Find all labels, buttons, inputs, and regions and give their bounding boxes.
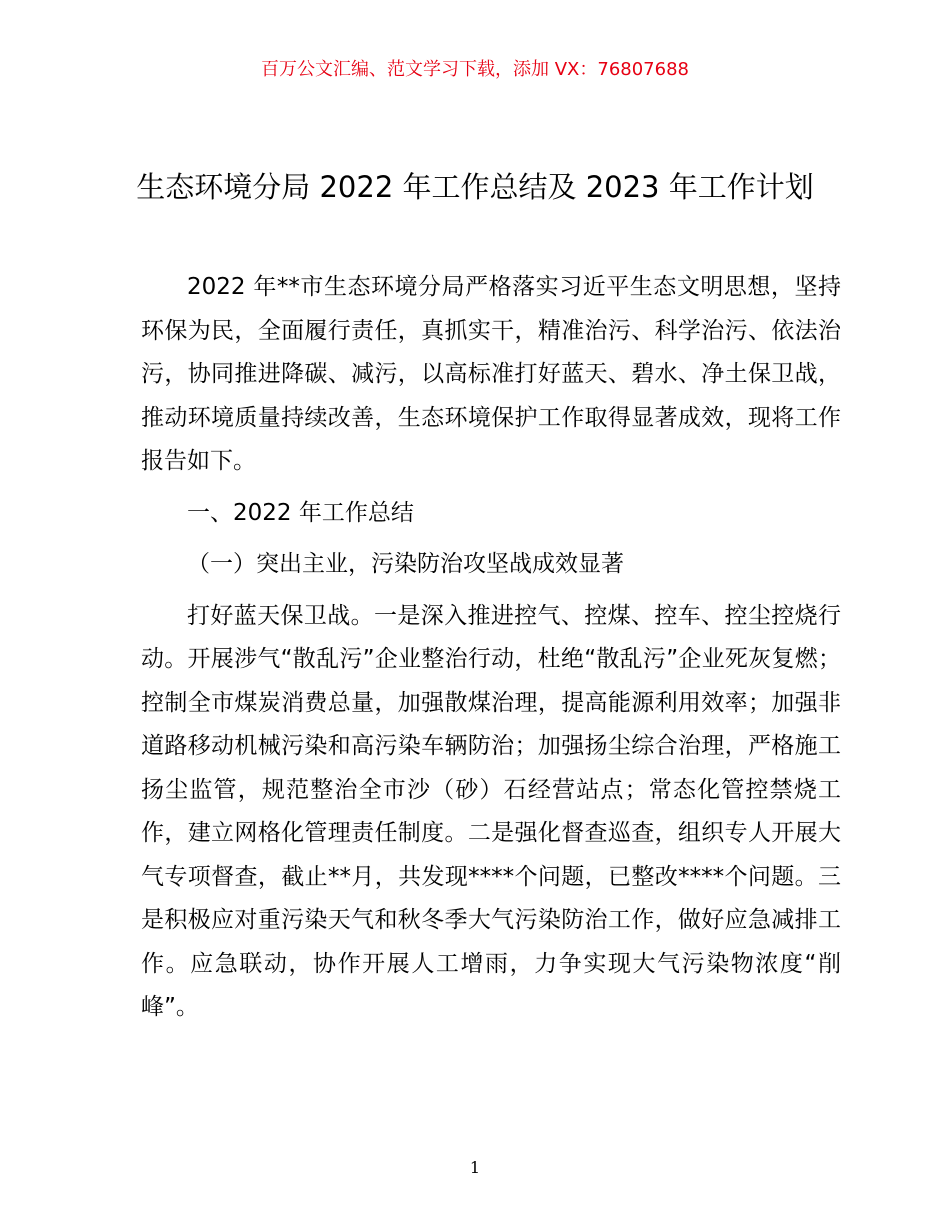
document-title: 生态环境分局 2022 年工作总结及 2023 年工作计划 bbox=[136, 170, 814, 204]
body-paragraph: 打好蓝天保卫战。一是深入推进控气、控煤、控车、控尘控烧行动。开展涉气“散乱污”企业整治行动，杜绝“散乱污”企业死灰复燃；控制全市煤炭消费总量，加强散煤治理，提高能源利用效率；加强非道路移动机械污染和高污染车辆防治；加强扬尘综合治理，严格施工扬尘监管，规范整治全市沙（砂）石经营站点；常态化管控禁烧工作，建立网格化管理责任制度。二是强化督查巡查，组织专人开展大气专项督查，截止**月，共发现****个问题，已整改****个问题。三是积极应对重污染天气和秋冬季大气污染防治工作，做好应急减排工作。应急联动，协作开展人工增雨，力争实现大气污染物浓度“削峰”。 bbox=[141, 602, 841, 1020]
page-number: 1 bbox=[469, 1158, 481, 1177]
section-heading: 一、2022 年工作总结 bbox=[187, 499, 414, 526]
document-body bbox=[141, 266, 841, 1030]
watermark-banner: 百万公文汇编、范文学习下载，添加 VX：76807688 bbox=[261, 59, 689, 80]
intro-paragraph: 2022 年**市生态环境分局严格落实习近平生态文明思想，坚持环保为民，全面履行责任，真抓实干，精准治污、科学治污、依法治污，协同推进降碳、减污，以高标准打好蓝天、碧水、净土保卫战，推动环境质量持续改善，生态环境保护工作取得显著成效，现将工作报告如下。 bbox=[141, 274, 841, 474]
subsection-heading: （一）突出主业，污染防治攻坚战成效显著 bbox=[187, 551, 624, 577]
